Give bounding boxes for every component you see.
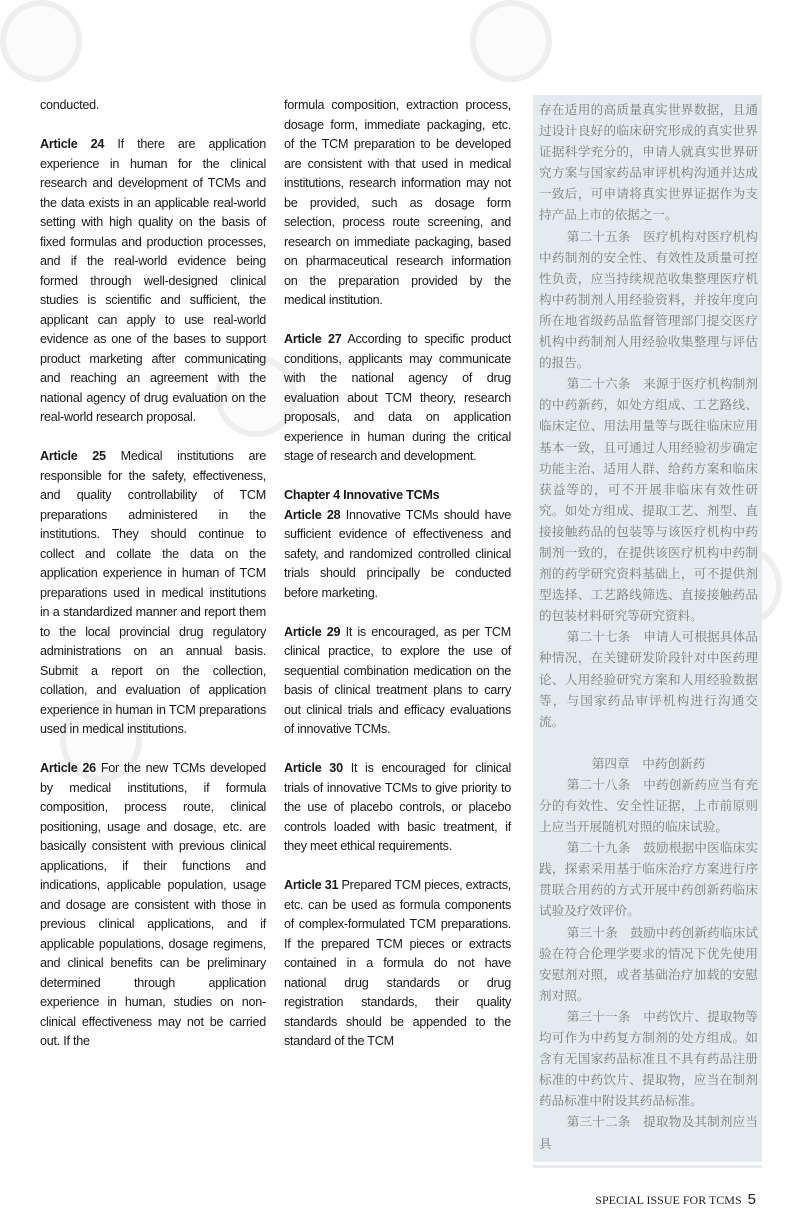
cn-article-25: 第二十五条 医疗机构对医疗机构中药制剂的安全性、有效性及质量可控性负责，应当持续规范收集整理医疗机构中药制剂人用经验资料，并按年度向所在地省级药品监督管理部门提交医疗机构中药制剂人用经验收集整理与评估的报告。 bbox=[539, 228, 758, 371]
article-text: According to specific product conditions, applicants may communicate with the national agency of drug evaluation about TCM theory, research proposals, and data on application experience in human during the critical stage of research and development. bbox=[284, 332, 511, 463]
cn-paragraph: 存在适用的高质量真实世界数据，且通过设计良好的临床研究形成的真实世界证据科学充分的，申请人就真实世界研究方案与国家药品审评机构沟通并达成一致后，可申请将真实世界证据作为支持产品上市的依据之一。 bbox=[539, 102, 758, 223]
article-31 bbox=[284, 876, 511, 1052]
article-text: If there are application experience in human for the clinical research and development of TCMs and the data exists in an applicable real-world setting with high quality on the basis of fixed formulas and production processes, and if the real-world evidence being formed through well-designed clinical studies is scientific and sufficient, the applicant can apply to use real-world evidence as one of the bases to support product marketing after communicating and reaching an agreement with the national agency of drug evaluation on the real-world research proposal. bbox=[40, 137, 266, 424]
cn-article-31: 第三十一条 中药饮片、提取物等均可作为中药复方制剂的处方组成。如含有无国家药品标准且不具有药品注册标准的中药饮片、提取物，应当在制剂药品标准中附设其药品标准。 bbox=[539, 1008, 758, 1109]
article-text: It is encouraged, as per TCM clinical practice, to explore the use of sequential combination medication on the basis of clinical treatment plans to carry out clinical trials and efficacy evaluations of innovative TCMs. bbox=[284, 624, 511, 736]
cn-article-29: 第二十九条 鼓励根据中医临床实践，探索采用基于临床治疗方案进行序贯联合用药的方式开展中药创新药临床试验及疗效评价。 bbox=[539, 840, 758, 919]
page-footer bbox=[0, 1165, 800, 1228]
cn-chapter-heading: 第四章 中药创新药 bbox=[591, 755, 706, 771]
page-number: 5 bbox=[747, 1190, 756, 1208]
running-title: SPECIAL ISSUE FOR TCMS bbox=[595, 1192, 742, 1207]
article-30 bbox=[284, 759, 511, 857]
cn-article-30: 第三十条 鼓励中药创新药临床试验在符合伦理学要求的情况下优先使用安慰剂对照，或者基础治疗加载的安慰剂对照。 bbox=[539, 924, 758, 1003]
article-title: Article 25 bbox=[40, 449, 106, 463]
cn-article-28: 第二十八条 中药创新药应当有充分的有效性、安全性证据，上市前原则上应当开展随机对照的临床试验。 bbox=[539, 776, 758, 835]
chinese-text-panel bbox=[533, 95, 762, 1165]
article-title: Article 28 bbox=[284, 507, 341, 522]
article-text: For the new TCMs developed by medical institutions, if formula composition, process route, clinical positioning, usage and dosage, etc. are basically consistent with previous clinical applications, if their functions and indications, applicable population, usage and dosage are consistent with those in previous clinical applications, and if applicable populations, dosage regimens, and clinical benefits can be preliminary determined through application experience in human, studies on non-clinical effectiveness may not be carried out. If the bbox=[40, 761, 267, 1048]
article-text: Innovative TCMs should have sufficient evidence of effectiveness and safety, and randomized controlled clinical trials should principally be conducted before marketing. bbox=[284, 507, 511, 600]
article-text: It is encouraged for clinical trials of innovative TCMs to give priority to the use of placebo controls, or placebo controls loaded with basic treatment, if they meet ethical requirements. bbox=[284, 761, 512, 853]
article-25 bbox=[40, 447, 266, 740]
article-text: Prepared TCM pieces, extracts, etc. can be used as formula components of complex-formulated TCM preparations. If the prepared TCM pieces or extracts contained in a formula do not have national drug standards or drug registration standards, their quality standards should be appended to the standard of the TCM bbox=[284, 878, 511, 1048]
cn-article-32: 第三十二条 提取物及其制剂应当具 bbox=[539, 1114, 758, 1151]
article-title: Article 26 bbox=[40, 761, 96, 775]
cn-article-27: 第二十七条 申请人可根据具体品种情况，在关键研发阶段针对中医药理论、人用经验研究方案和人用经验数据等，与国家药品审评机构进行沟通交流。 bbox=[539, 629, 758, 729]
paragraph: formula composition, extraction process, dosage form, immediate packaging, etc. of the TCM preparation to be developed are consistent with that used in medical institutions, research information may not be provided, such as dosage form selection, process route screening, and research on immediate packaging, based on pharmaceutical research information on the preparation provided by the medical institution. bbox=[284, 98, 511, 307]
article-title: Article 24 bbox=[40, 137, 105, 151]
english-column-left bbox=[40, 95, 266, 1071]
article-24 bbox=[40, 135, 266, 428]
article-26 bbox=[40, 759, 266, 1052]
chapter-heading: Chapter 4 Innovative TCMs bbox=[284, 488, 440, 502]
article-29 bbox=[284, 623, 511, 740]
article-title: Article 27 bbox=[284, 332, 342, 346]
english-column-right bbox=[284, 95, 511, 1071]
article-title: Article 31 bbox=[284, 878, 339, 892]
cn-article-26: 第二十六条 来源于医疗机构制剂的中药新药，如处方组成、工艺路线、临床定位、用法用量等与既往临床应用基本一致，且可通过人用经验初步确定功能主治、适用人群、给药方案和临床获益等的，可不开展非临床有效性研究。如处方组成、提取工艺、剂型、直接接触药品的包装等与该医疗机构中药制剂一致的，在提供该医疗机构中药制剂的药学研究资料基础上，可不提供剂型选择、工艺路线筛选、直接接触药品的包装材料研究等研究资料。 bbox=[539, 376, 758, 624]
article-title: Article 30 bbox=[284, 761, 343, 775]
article-text: Medical institutions are responsible for the safety, effectiveness, and quality controllability of TCM preparations administered in the institutions. They should continue to collect and collate the data on the application experience in human of TCM preparations used in medical institutions in a standardized manner and report them to the local provincial drug regulatory administrations on an annual basis. Submit a report on the collection, collation, and evaluation of application experience in human in TCM preparations used in medical institutions. bbox=[40, 449, 266, 736]
article-title: Article 29 bbox=[284, 624, 341, 639]
paragraph: conducted. bbox=[40, 98, 100, 112]
article-27 bbox=[284, 330, 511, 467]
article-28 bbox=[284, 486, 511, 603]
